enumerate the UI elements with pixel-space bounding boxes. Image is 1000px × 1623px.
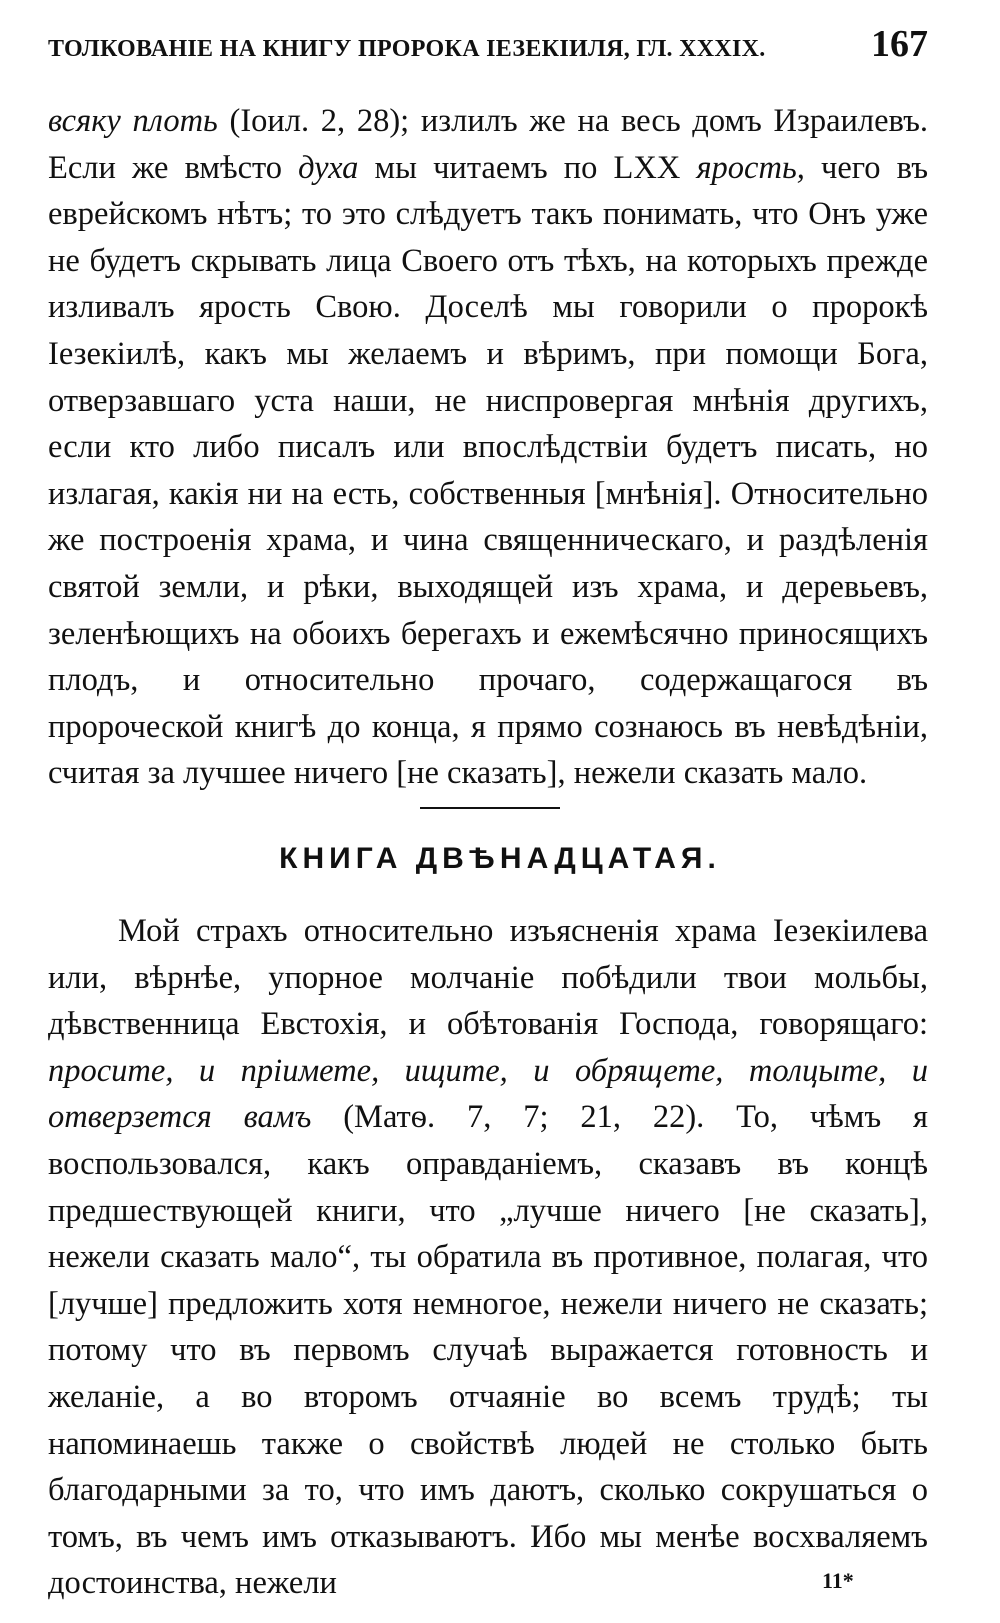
page-number: 167 xyxy=(871,23,928,65)
text-segment: (Іоил. 2, 28); излилъ же на весь домъ Израилевъ. Если же вмѣсто xyxy=(48,103,929,186)
running-title: ТОЛКОВАНІЕ НА КНИГУ ПРОРОКА ІЕЗЕКІИЛЯ, ГЛ. XXXIX. xyxy=(48,36,766,62)
text-segment: духа xyxy=(298,149,359,186)
text-segment: (Матѳ. 7, 7; 21, 22). То, чѣмъ я воспользовался, какъ оправданіемъ, сказавъ въ концѣ предшествующей книги, что „лучше ничего [не сказать], нежели сказать мало“, ты обратила въ противное, полагая, что [лучше] предложить хотя немногое, нежели ничего не сказать; потому что въ первомъ случаѣ выражается готовность и желаніе, а во второмъ отчаяніе во всемъ трудѣ; ты напоминаешь также о свойствѣ людей не столько быть благодарными за то, что имъ даютъ, сколько сокрушаться о томъ, въ чемъ имъ отказываютъ. Ибо мы менѣе восхваляемъ достоинства, нежели xyxy=(48,1099,928,1602)
text-segment: ярость, xyxy=(696,149,805,186)
signature-mark: 11* xyxy=(822,1568,854,1593)
bottom-paragraph xyxy=(48,908,928,1607)
section-divider xyxy=(420,807,560,809)
text-segment: мы читаемъ по LXX xyxy=(358,149,697,186)
page-header xyxy=(48,22,928,72)
text-segment: просите, и пріимете, ищите, и обрящете, толцыте, и отверзется вамъ xyxy=(48,1052,928,1136)
text-segment: всяку плоть xyxy=(48,103,218,139)
top-paragraph xyxy=(48,98,928,797)
section-title: КНИГА ДВѢНАДЦАТАЯ. xyxy=(279,842,721,875)
text-segment: чего въ еврейскомъ нѣтъ; то это слѣдуетъ такъ понимать, что Онъ уже не будетъ скрывать лица Своего отъ тѣхъ, на которыхъ прежде изливалъ ярость Свою. Доселѣ мы говорили о пророкѣ Іезекіилѣ, какъ мы желаемъ и вѣримъ, при помощи Бога, отверзавшаго уста наши, не ниспровергая мнѣнія другихъ, если кто либо писалъ или впослѣдствіи будетъ писать, но излагая, какія ни на есть, собственныя [мнѣнія]. Относительно же построенія храма, и чина священническаго, и раздѣленія святой земли, и рѣки, выходящей изъ храма, и деревьевъ, зеленѣющихъ на обоихъ берегахъ и ежемѣсячно приносящихъ плодъ, и относительно прочаго, содержащагося въ пророческой книгѣ до конца, я прямо сознаюсь въ невѣдѣніи, считая за лучшее ничего [не сказать], нежели сказать мало. xyxy=(48,149,929,792)
text-segment: Мой страхъ относительно изъясненія храма Іезекіилева или, вѣрнѣе, упорное молчаніе побѣдили твои мольбы, дѣвственница Евстохія, и обѣтованія Господа, говорящаго: xyxy=(48,913,928,1043)
